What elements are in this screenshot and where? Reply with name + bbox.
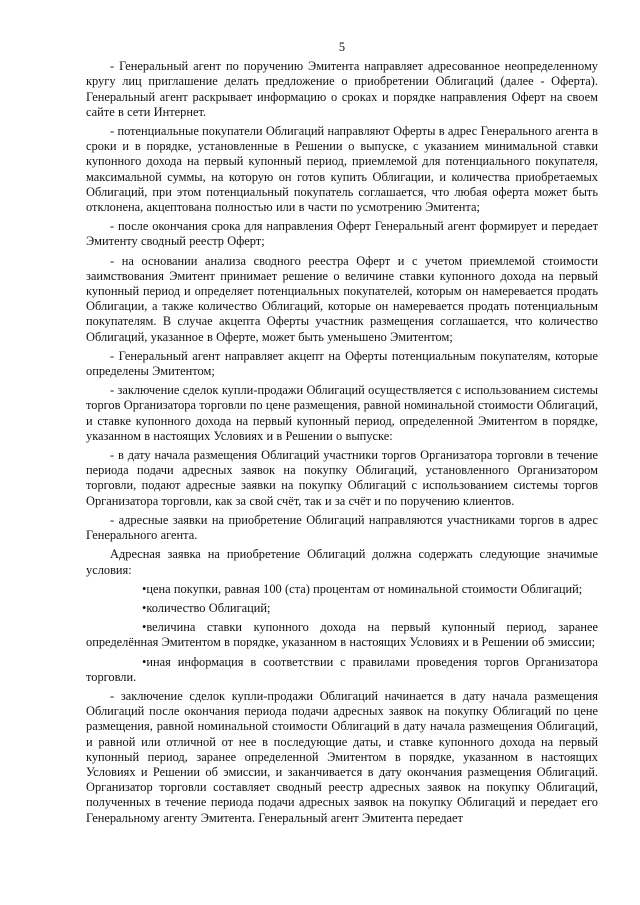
bullet-marker: • bbox=[142, 581, 147, 596]
paragraph-buyers-send-offers: - потенциальные покупатели Облигаций направляют Оферты в адрес Генерального агента в сроки и в порядке, установленные в Решении о выпуске, с указанием минимальной ставки купонного дохода на первый купонный период, приемлемой для потенциального покупателя, максимальной суммы, на которую он готов купить Облигации, и количества приобретаемых Облигаций, при этом потенциальный покупатель соглашается, что любая оферта может быть отклонена, акцептована полностью или в части по усмотрению Эмитента; bbox=[86, 124, 598, 215]
bullet-marker: • bbox=[142, 600, 147, 615]
page-number: 5 bbox=[338, 40, 346, 54]
paragraph-offer-registry: - после окончания срока для направления Оферт Генеральный агент формирует и передает Эмитенту сводный реестр Оферт; bbox=[86, 219, 598, 249]
paragraph-placement-date: - в дату начала размещения Облигаций участники торгов Организатора торговли в течение периода подачи адресных заявок на покупку Облигаций, установленного Организатором торговли, подают адресные заявки на покупку Облигаций с использованием системы торгов Организатора торговли, как за свой счёт, так и за счёт и по поручению клиентов. bbox=[86, 448, 598, 508]
bullet-text: величина ставки купонного дохода на первый купонный период, заранее определённая Эмитентом в порядке, указанном в настоящих Условиях и в Решении об эмиссии; bbox=[86, 620, 598, 650]
paragraph-deal-conclusion: - заключение сделок купли-продажи Облигаций начинается в дату начала размещения Облигаций после окончания периода подачи адресных заявок на покупку Облигаций по цене размещения, равной номинальной стоимости Облигаций в дату начала размещения Облигаций, и равной или отличной от нее в последующие даты, и ставке купонного дохода на первый купонный период, заранее определенной Эмитентом в порядке, указанном в настоящих Условиях и Решении об эмиссии, и заканчивается в дату окончания размещения Облигаций. Организатор торговли составляет сводный реестр адресных заявок на покупку Облигаций, полученных в течение периода подачи адресных заявок на покупку Облигаций и передает его Генеральному агенту Эмитента. Генеральный агент Эмитента передает bbox=[86, 688, 598, 825]
paragraph-offer-invitation: - Генеральный агент по поручению Эмитента направляет адресованное неопределенному кругу лиц приглашение делать предложение о приобретении Облигаций (далее - Оферта). Генеральный агент раскрывает информацию о сроках и порядке направления Оферт на своем сайте в сети Интернет. bbox=[86, 59, 598, 119]
bullet-text: количество Облигаций; bbox=[146, 600, 271, 615]
bullet-marker: • bbox=[142, 654, 147, 669]
bullet-text: иная информация в соответствии с правилами проведения торгов Организатора торговли. bbox=[86, 654, 598, 684]
bullet-marker: • bbox=[142, 620, 147, 635]
bullet-text: цена покупки, равная 100 (ста) процентам от номинальной стоимости Облигаций; bbox=[146, 581, 583, 596]
bullet-item bbox=[86, 655, 598, 685]
bullet-item bbox=[86, 620, 598, 650]
paragraph-issuer-decision: - на основании анализа сводного реестра Оферт и с учетом приемлемой стоимости заимствования Эмитент принимает решение о величине ставки купонного дохода на первый купонный период и определяет потенциальных покупателей, которым он намеревается продать Облигации, а также количество Облигаций, которые он намеревается продать потенциальным покупателям. В случае акцепта Оферты участник размещения соглашается, что количество Облигаций, указанное в Оферте, может быть уменьшено Эмитентом; bbox=[86, 253, 598, 344]
paragraph-order-conditions: Адресная заявка на приобретение Облигаций должна содержать следующие значимые условия: bbox=[86, 547, 598, 577]
bullet-item bbox=[86, 582, 598, 597]
paragraph-trade-system: - заключение сделок купли-продажи Облигаций осуществляется с использованием системы торгов Организатора торговли по цене размещения, равной номинальной стоимости Облигаций, и ставке купонного дохода на первый купонный период, определенной Эмитентом в порядке, указанном в настоящих Условиях и в Решении о выпуске: bbox=[86, 383, 598, 443]
paragraph-address-orders: - адресные заявки на приобретение Облигаций направляются участниками торгов в адрес Генерального агента. bbox=[86, 512, 598, 543]
paragraph-acceptance: - Генеральный агент направляет акцепт на Оферты потенциальным покупателям, которые определены Эмитентом; bbox=[86, 348, 598, 379]
bullet-item bbox=[86, 601, 598, 616]
